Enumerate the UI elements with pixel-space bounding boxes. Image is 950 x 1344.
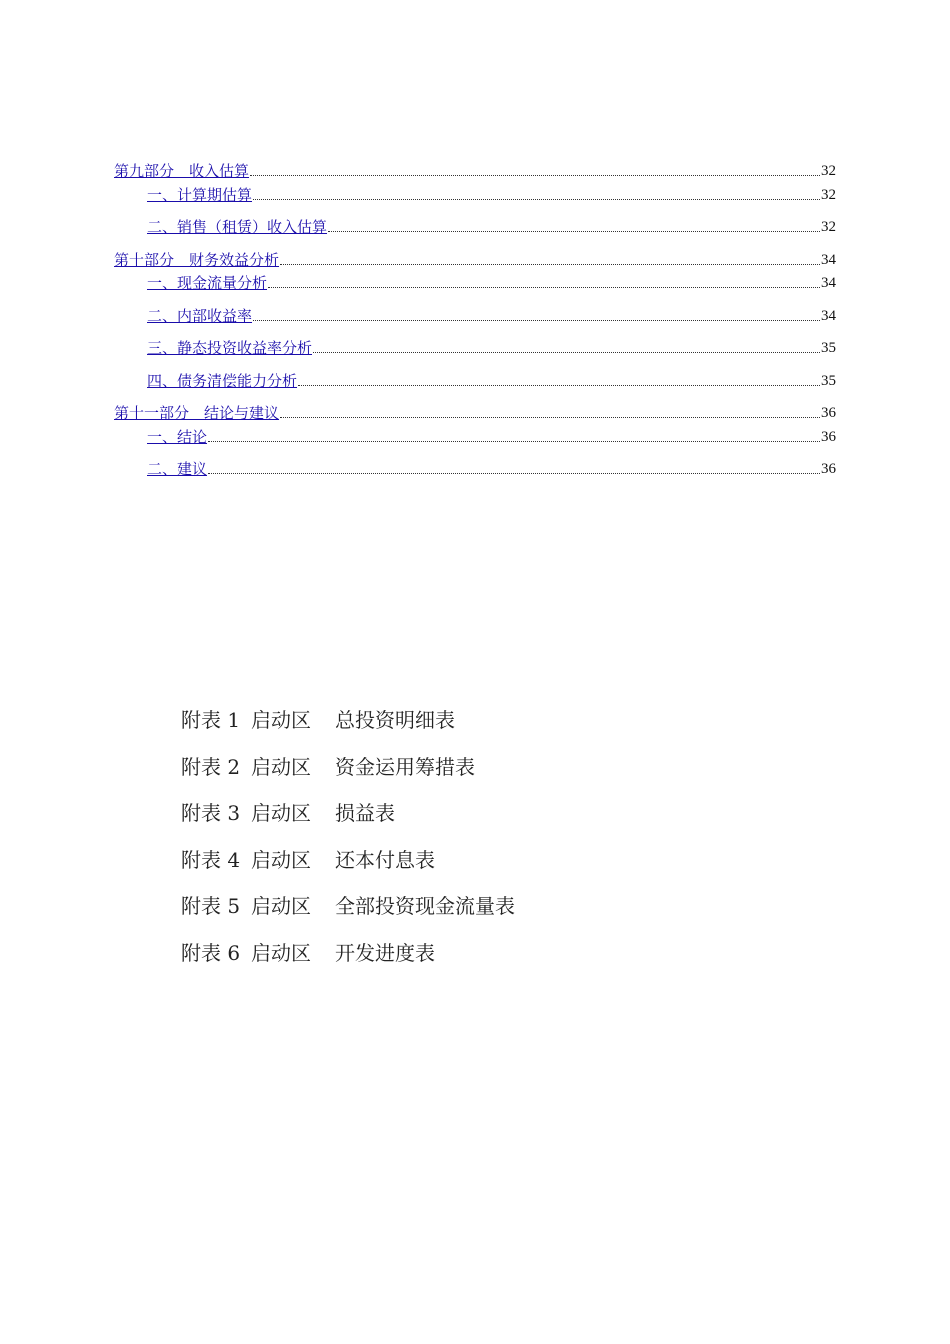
appendix-item	[181, 801, 395, 825]
toc-leader-dots	[280, 417, 820, 418]
appendix-number: 附表 4	[181, 848, 241, 872]
appendix-name: 资金运用筹措表	[335, 755, 475, 779]
toc-entry-title[interactable]: 第十一部分 结论与建议	[114, 404, 280, 422]
toc-page-number: 32	[821, 163, 836, 179]
toc-leader-dots	[280, 264, 820, 265]
toc-page-number: 32	[821, 187, 836, 203]
toc-entry-title[interactable]: 二、销售（租赁）收入估算	[147, 218, 328, 236]
toc-page-number: 34	[821, 252, 836, 268]
appendix-number: 附表 5	[181, 894, 241, 918]
appendix-name: 损益表	[335, 801, 395, 825]
toc-entry-title[interactable]: 二、建议	[147, 460, 208, 478]
toc-leader-dots	[208, 473, 820, 474]
toc-page-number: 35	[821, 340, 836, 356]
toc-entry-title[interactable]: 二、内部收益率	[147, 307, 253, 325]
toc-page-number: 36	[821, 429, 836, 445]
toc-entry-title[interactable]: 四、债务清偿能力分析	[147, 372, 298, 390]
appendix-number: 附表 6	[181, 941, 241, 965]
appendix-area: 启动区	[251, 708, 311, 732]
toc-entry-conclusion[interactable]	[147, 426, 836, 446]
toc-entry-sales-income[interactable]	[147, 216, 836, 236]
appendix-number: 附表 2	[181, 755, 241, 779]
toc-leader-dots	[208, 441, 820, 442]
toc-entry-title[interactable]: 第九部分 收入估算	[114, 162, 250, 180]
toc-leader-dots	[253, 320, 820, 321]
appendix-item	[181, 941, 435, 965]
toc-entry-title[interactable]: 第十部分 财务效益分析	[114, 251, 280, 269]
toc-entry-part10[interactable]	[114, 249, 836, 269]
appendix-area: 启动区	[251, 941, 311, 965]
toc-page-number: 36	[821, 405, 836, 421]
toc-leader-dots	[313, 352, 820, 353]
appendix-area: 启动区	[251, 801, 311, 825]
toc-page-number: 34	[821, 275, 836, 291]
appendix-number: 附表 3	[181, 801, 241, 825]
toc-page-number: 36	[821, 461, 836, 477]
toc-entry-debt-capacity[interactable]	[147, 370, 836, 390]
toc-entry-part11[interactable]	[114, 402, 836, 422]
appendix-number: 附表 1	[181, 708, 241, 732]
appendix-name: 总投资明细表	[335, 708, 455, 732]
appendix-name: 还本付息表	[335, 848, 435, 872]
toc-entry-static-return[interactable]	[147, 337, 836, 357]
appendix-item	[181, 755, 475, 779]
toc-entry-title[interactable]: 一、结论	[147, 428, 208, 446]
appendix-name: 全部投资现金流量表	[335, 894, 515, 918]
appendix-area: 启动区	[251, 755, 311, 779]
toc-leader-dots	[328, 231, 820, 232]
appendix-area: 启动区	[251, 894, 311, 918]
toc-page-number: 32	[821, 219, 836, 235]
toc-leader-dots	[268, 287, 820, 288]
toc-entry-irr[interactable]	[147, 305, 836, 325]
toc-entry-suggestion[interactable]	[147, 458, 836, 478]
toc-leader-dots	[253, 199, 820, 200]
toc-entry-period-estimate[interactable]	[147, 184, 836, 204]
toc-entry-cashflow[interactable]	[147, 272, 836, 292]
toc-page-number: 34	[821, 308, 836, 324]
appendix-item	[181, 848, 435, 872]
toc-leader-dots	[298, 385, 820, 386]
appendix-item	[181, 894, 515, 918]
appendix-item	[181, 708, 455, 732]
toc-leader-dots	[250, 175, 820, 176]
appendix-name: 开发进度表	[335, 941, 435, 965]
toc-entry-part9[interactable]	[114, 160, 836, 180]
toc-page-number: 35	[821, 373, 836, 389]
toc-entry-title[interactable]: 三、静态投资收益率分析	[147, 339, 313, 357]
toc-entry-title[interactable]: 一、计算期估算	[147, 186, 253, 204]
toc-entry-title[interactable]: 一、现金流量分析	[147, 274, 268, 292]
appendix-area: 启动区	[251, 848, 311, 872]
